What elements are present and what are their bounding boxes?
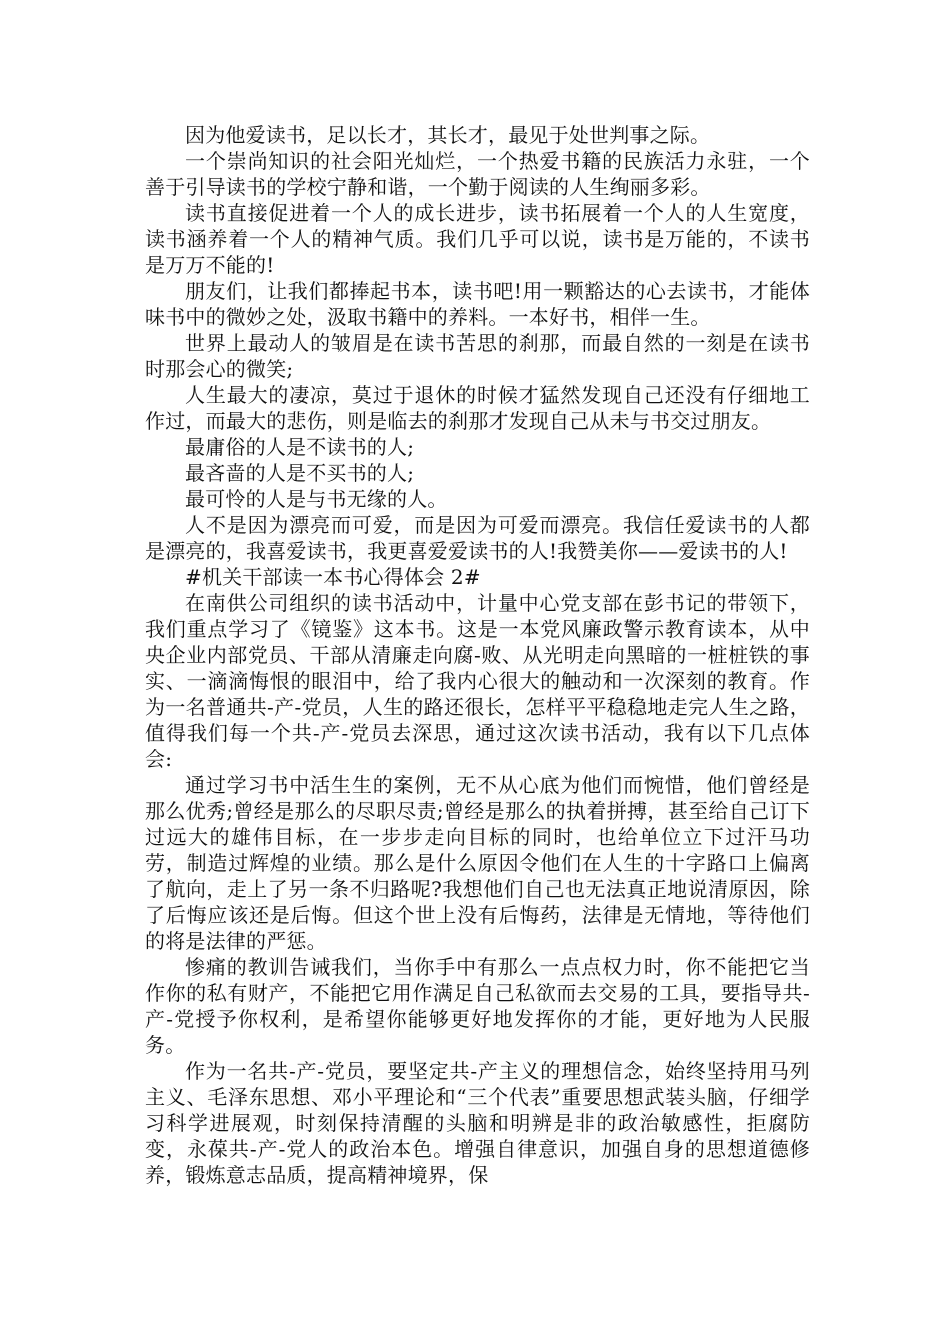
paragraph: 作为一名共-产-党员，要坚定共-产主义的理想信念，始终坚持用马列主义、毛泽东思想、邓小平理论和“三个代表”重要思想武装头脑，仔细学习科学进展观，时刻保持清醒的头脑和明辨是非的政治敏感性，拒腐防变，永葆共-产-党人的政治本色。增强自律意识，加强自身的思想道德修养，锻炼意志品质，提高精神境界，保	[145, 1059, 810, 1187]
document-page	[145, 122, 810, 1188]
section-heading: #机关干部读一本书心得体会 2#	[185, 565, 481, 589]
paragraph: 最可怜的人是与书无缘的人。	[185, 487, 448, 511]
paragraph: 最庸俗的人是不读书的人;	[185, 435, 415, 459]
paragraph: 读书直接促进着一个人的成长进步，读书拓展着一个人的人生宽度，读书涵养着一个人的精神气质。我们几乎可以说，读书是万能的，不读书是万万不能的!	[145, 201, 810, 277]
paragraph: 因为他爱读书，足以长才，其长才，最见于处世判事之际。	[185, 123, 711, 147]
paragraph: 世界上最动人的皱眉是在读书苦思的刹那，而最自然的一刻是在读书时那会心的微笑;	[145, 331, 810, 381]
paragraph: 在南供公司组织的读书活动中，计量中心党支部在彭书记的带领下，我们重点学习了《镜鉴》这本书。这是一本党风廉政警示教育读本，从中央企业内部党员、干部从清廉走向腐-败、从光明走向黑暗的一桩桩铁的事实、一滴滴悔恨的眼泪中，给了我内心很大的触动和一次深刻的教育。作为一名普通共-产-党员，人生的路还很长，怎样平平稳稳地走完人生之路，值得我们每一个共-产-党员去深思，通过这次读书活动，我有以下几点体会:	[145, 591, 810, 771]
paragraph: 惨痛的教训告诫我们，当你手中有那么一点点权力时，你不能把它当作你的私有财产，不能把它用作满足自己私欲而去交易的工具，要指导共-产-党授予你权利，是希望你能够更好地发挥你的才能，更好地为人民服务。	[145, 955, 810, 1057]
paragraph: 最吝啬的人是不买书的人;	[185, 461, 415, 485]
paragraph: 朋友们，让我们都捧起书本，读书吧!用一颗豁达的心去读书，才能体味书中的微妙之处，汲取书籍中的养料。一本好书，相伴一生。	[145, 279, 810, 329]
paragraph: 一个崇尚知识的社会阳光灿烂，一个热爱书籍的民族活力永驻，一个善于引导读书的学校宁静和谐，一个勤于阅读的人生绚丽多彩。	[145, 149, 810, 199]
paragraph: 通过学习书中活生生的案例，无不从心底为他们而惋惜，他们曾经是那么优秀;曾经是那么的尽职尽责;曾经是那么的执着拼搏，甚至给自己订下过远大的雄伟目标，在一步步走向目标的同时，也给单位立下过汗马功劳，制造过辉煌的业绩。那么是什么原因令他们在人生的十字路口上偏离了航向，走上了另一条不归路呢?我想他们自己也无法真正地说清原因，除了后悔应该还是后悔。但这个世上没有后悔药，法律是无情地，等待他们的将是法律的严惩。	[145, 773, 810, 953]
paragraph: 人生最大的凄凉，莫过于退休的时候才猛然发现自己还没有仔细地工作过，而最大的悲伤，则是临去的刹那才发现自己从未与书交过朋友。	[145, 383, 810, 433]
paragraph: 人不是因为漂亮而可爱，而是因为可爱而漂亮。我信任爱读书的人都是漂亮的，我喜爱读书，我更喜爱爱读书的人!我赞美你——爱读书的人!	[145, 513, 810, 563]
